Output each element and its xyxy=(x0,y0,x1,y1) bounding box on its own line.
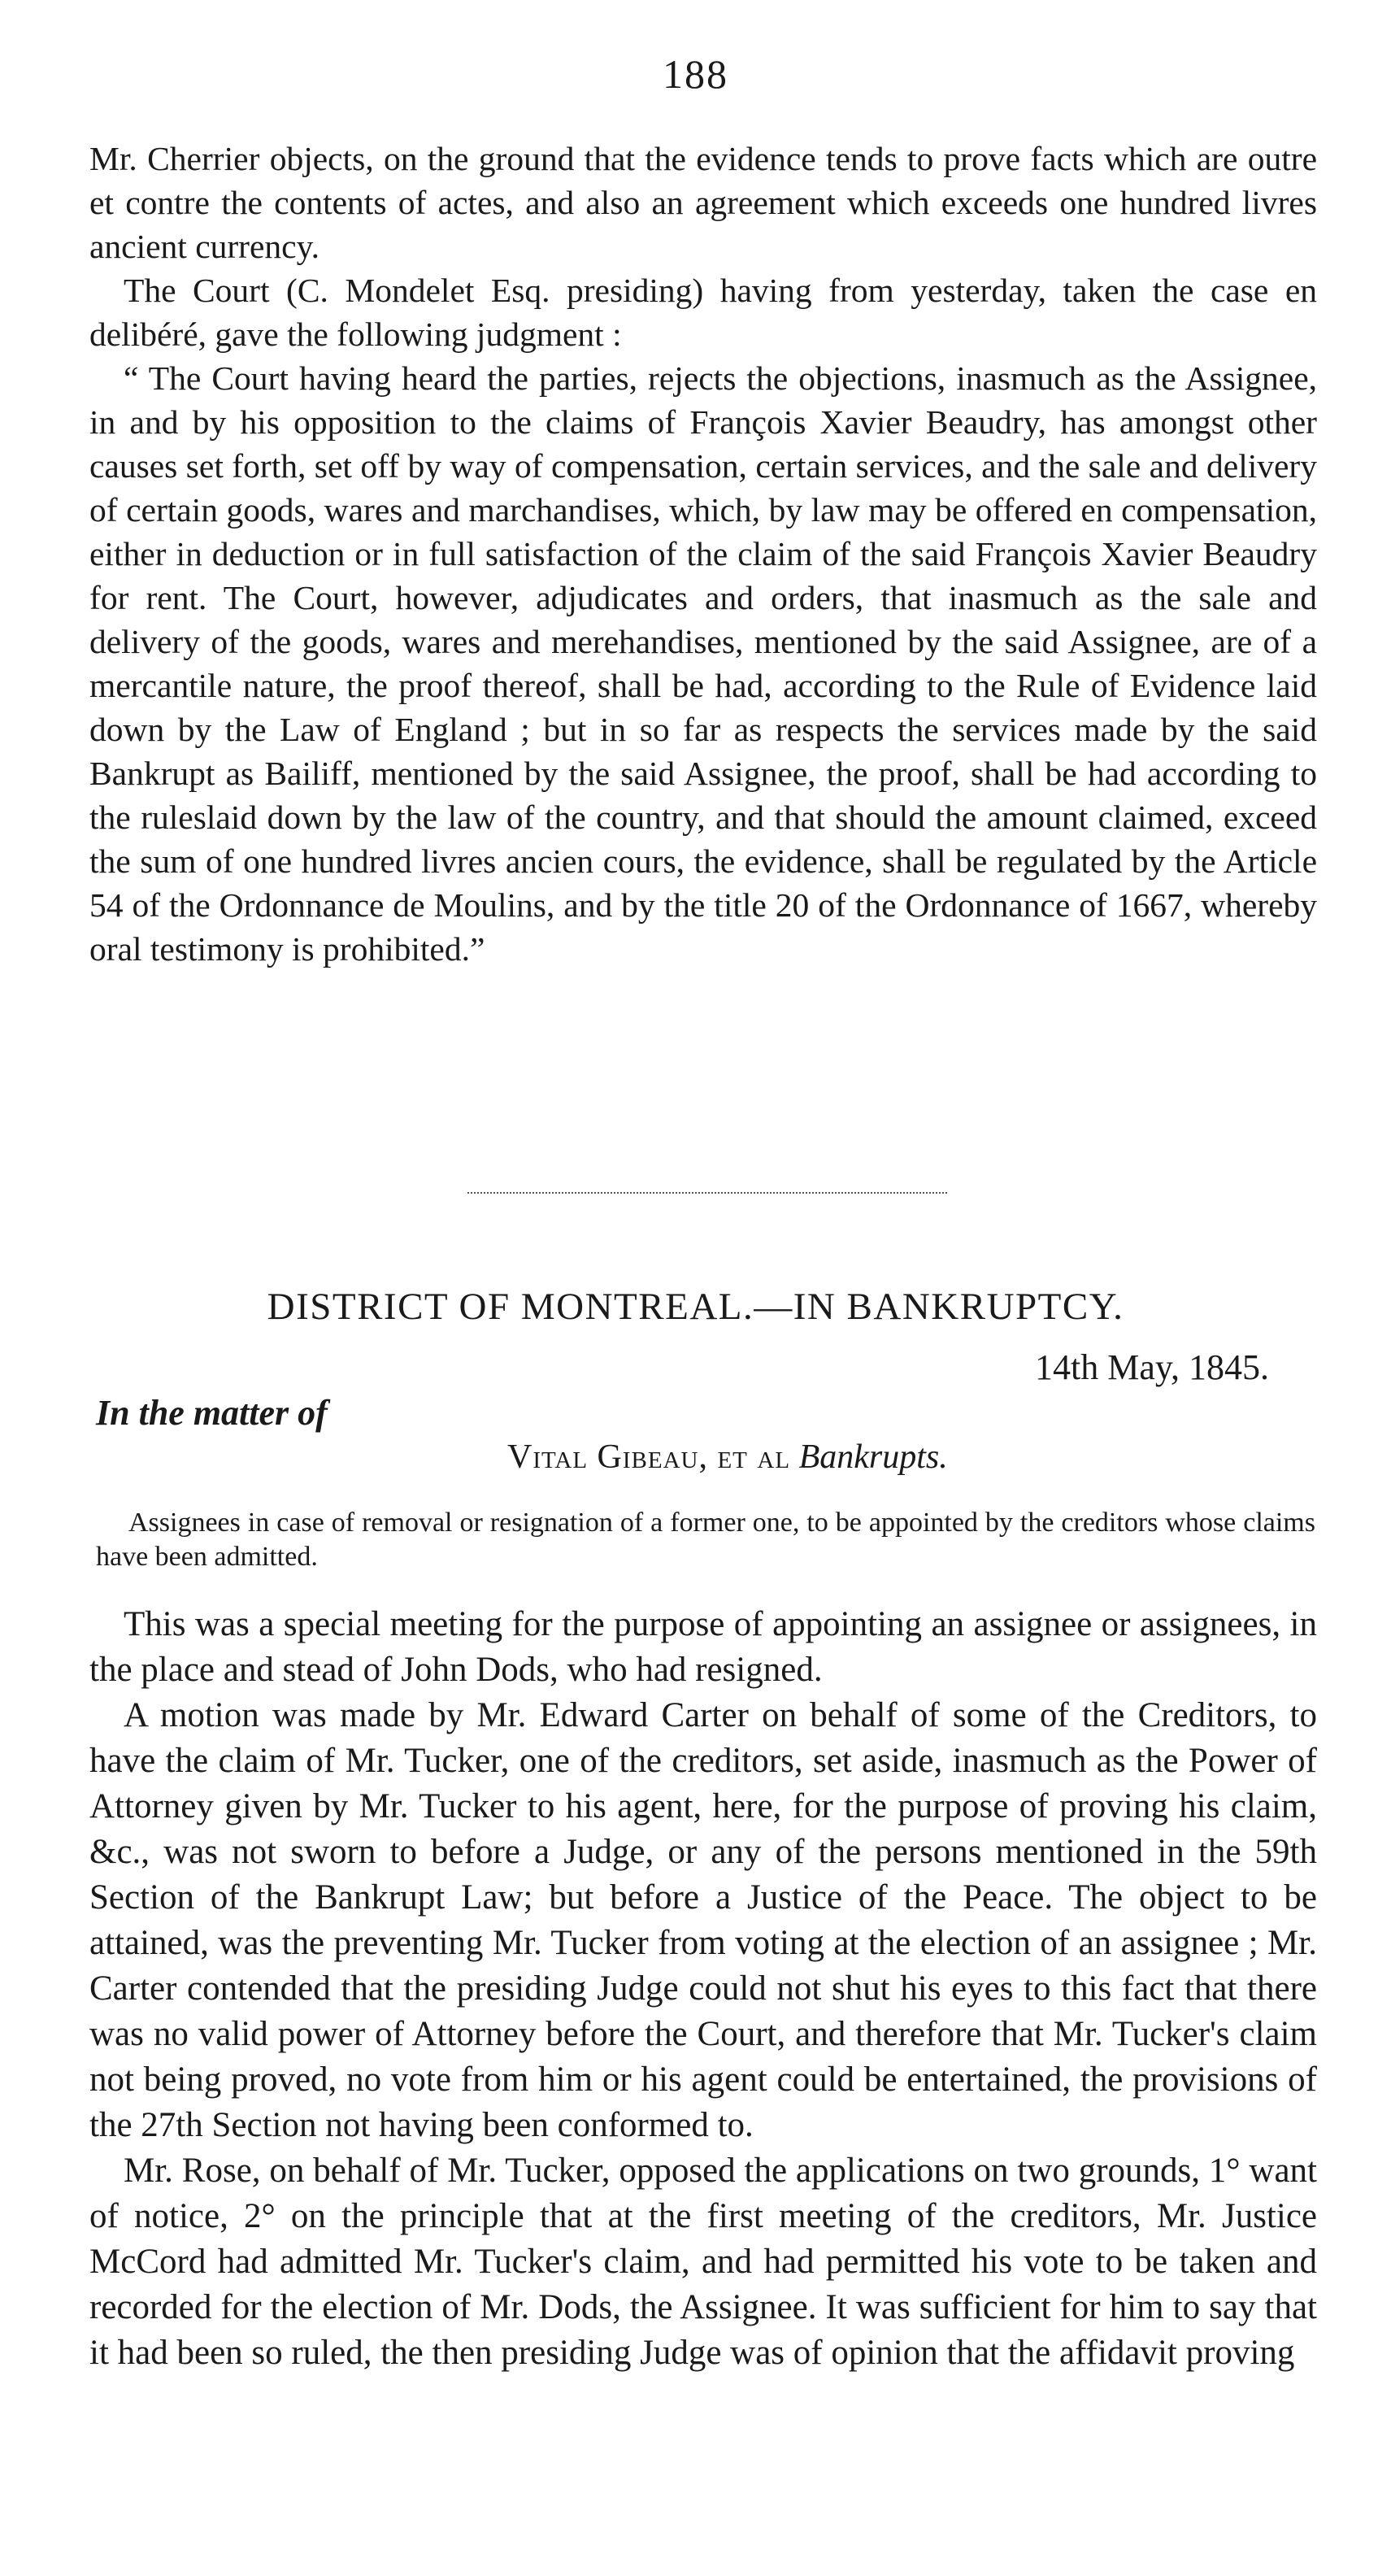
party-names: Vital Gibeau, et al xyxy=(507,1438,791,1476)
case-heading: DISTRICT OF MONTREAL.—IN BANKRUPTCY. xyxy=(267,1286,1124,1328)
case-date: 14th May, 1845. xyxy=(1034,1347,1269,1387)
party-role: Bankrupts. xyxy=(798,1438,948,1476)
case-parties xyxy=(507,1438,948,1477)
paragraph-motion: A motion was made by Mr. Edward Carter on behalf of some of the Creditors, to have the claim of Mr. Tucker, one of the creditors, set aside, inasmuch as the Power of Attorney given by Mr. Tucker to his agent, here, for the purpose of proving his claim, &c., was not sworn to before a Judge, or any of the persons mentioned in the 59th Section of the Bankrupt Law; but before a Justice of the Peace. The object to be attained, was the preventing Mr. Tucker from voting at the election of an assignee ; Mr. Carter contended that the presiding Judge could not shut his eyes to this fact that there was no valid power of Attorney before the Court, and therefore that Mr. Tucker's claim not being proved, no vote from him or his agent could be entertained, the provisions of the 27th Section not having been conformed to. xyxy=(89,1696,1317,2144)
case-matter-label: In the matter of xyxy=(96,1393,328,1433)
paragraph-judgment-quote: “ The Court having heard the parties, rejects the objections, inasmuch as the Assignee, in and by his opposition to the claims of François Xavier Beaudry, has amongst other causes set forth, set off by way of compensation, certain services, and the sale and delivery of certain goods, wares and marchandises, which, by law may be offered en compensation, either in deduction or in full satisfaction of the claim of the said François Xavier Beaudry for rent. The Court, however, adjudicates and orders, that inasmuch as the sale and delivery of the goods, wares and merehandises, mentioned by the said Assignee, are of a mercantile nature, the proof thereof, shall be had, according to the Rule of Evidence laid down by the Law of England ; but in so far as respects the services made by the said Bankrupt as Bailiff, mentioned by the said Assignee, the proof, shall be had according to the ruleslaid down by the law of the country, and that should the amount claimed, exceed the sum of one hundred livres ancien cours, the evidence, shall be regulated by the Article 54 of the Ordonnance de Moulins, and by the title 20 of the Ordonnance of 1667, whereby oral testimony is prohibited.” xyxy=(89,359,1317,968)
top-text-block xyxy=(89,137,1317,971)
paragraph-court-judgment-intro: The Court (C. Mondelet Esq. presiding) having from yesterday, taken the case en delibéré, gave the following judgment : xyxy=(89,272,1317,353)
section-divider xyxy=(467,1192,947,1195)
bottom-text-block xyxy=(89,1602,1317,2376)
paragraph-objection: Mr. Cherrier objects, on the ground that the evidence tends to prove facts which are outre et contre the contents of actes, and also an agreement which exceeds one hundred livres ancient currency. xyxy=(89,140,1317,265)
paragraph-rose-opposition: Mr. Rose, on behalf of Mr. Tucker, opposed the applications on two grounds, 1° want of notice, 2° on the principle that at the first meeting of the creditors, Mr. Justice McCord had admitted Mr. Tucker's claim, and had permitted his vote to be taken and recorded for the election of Mr. Dods, the Assignee. It was sufficient for him to say that it had been so ruled, the then presiding Judge was of opinion that the affidavit proving xyxy=(89,2152,1317,2372)
case-headnote: Assignees in case of removal or resignation of a former one, to be appointed by the creditors whose claims have been admitted. xyxy=(96,1508,1315,1572)
paragraph-special-meeting: This was a special meeting for the purpose of appointing an assignee or assignees, in the place and stead of John Dods, who had resigned. xyxy=(89,1605,1317,1689)
page-number: 188 xyxy=(663,51,728,97)
